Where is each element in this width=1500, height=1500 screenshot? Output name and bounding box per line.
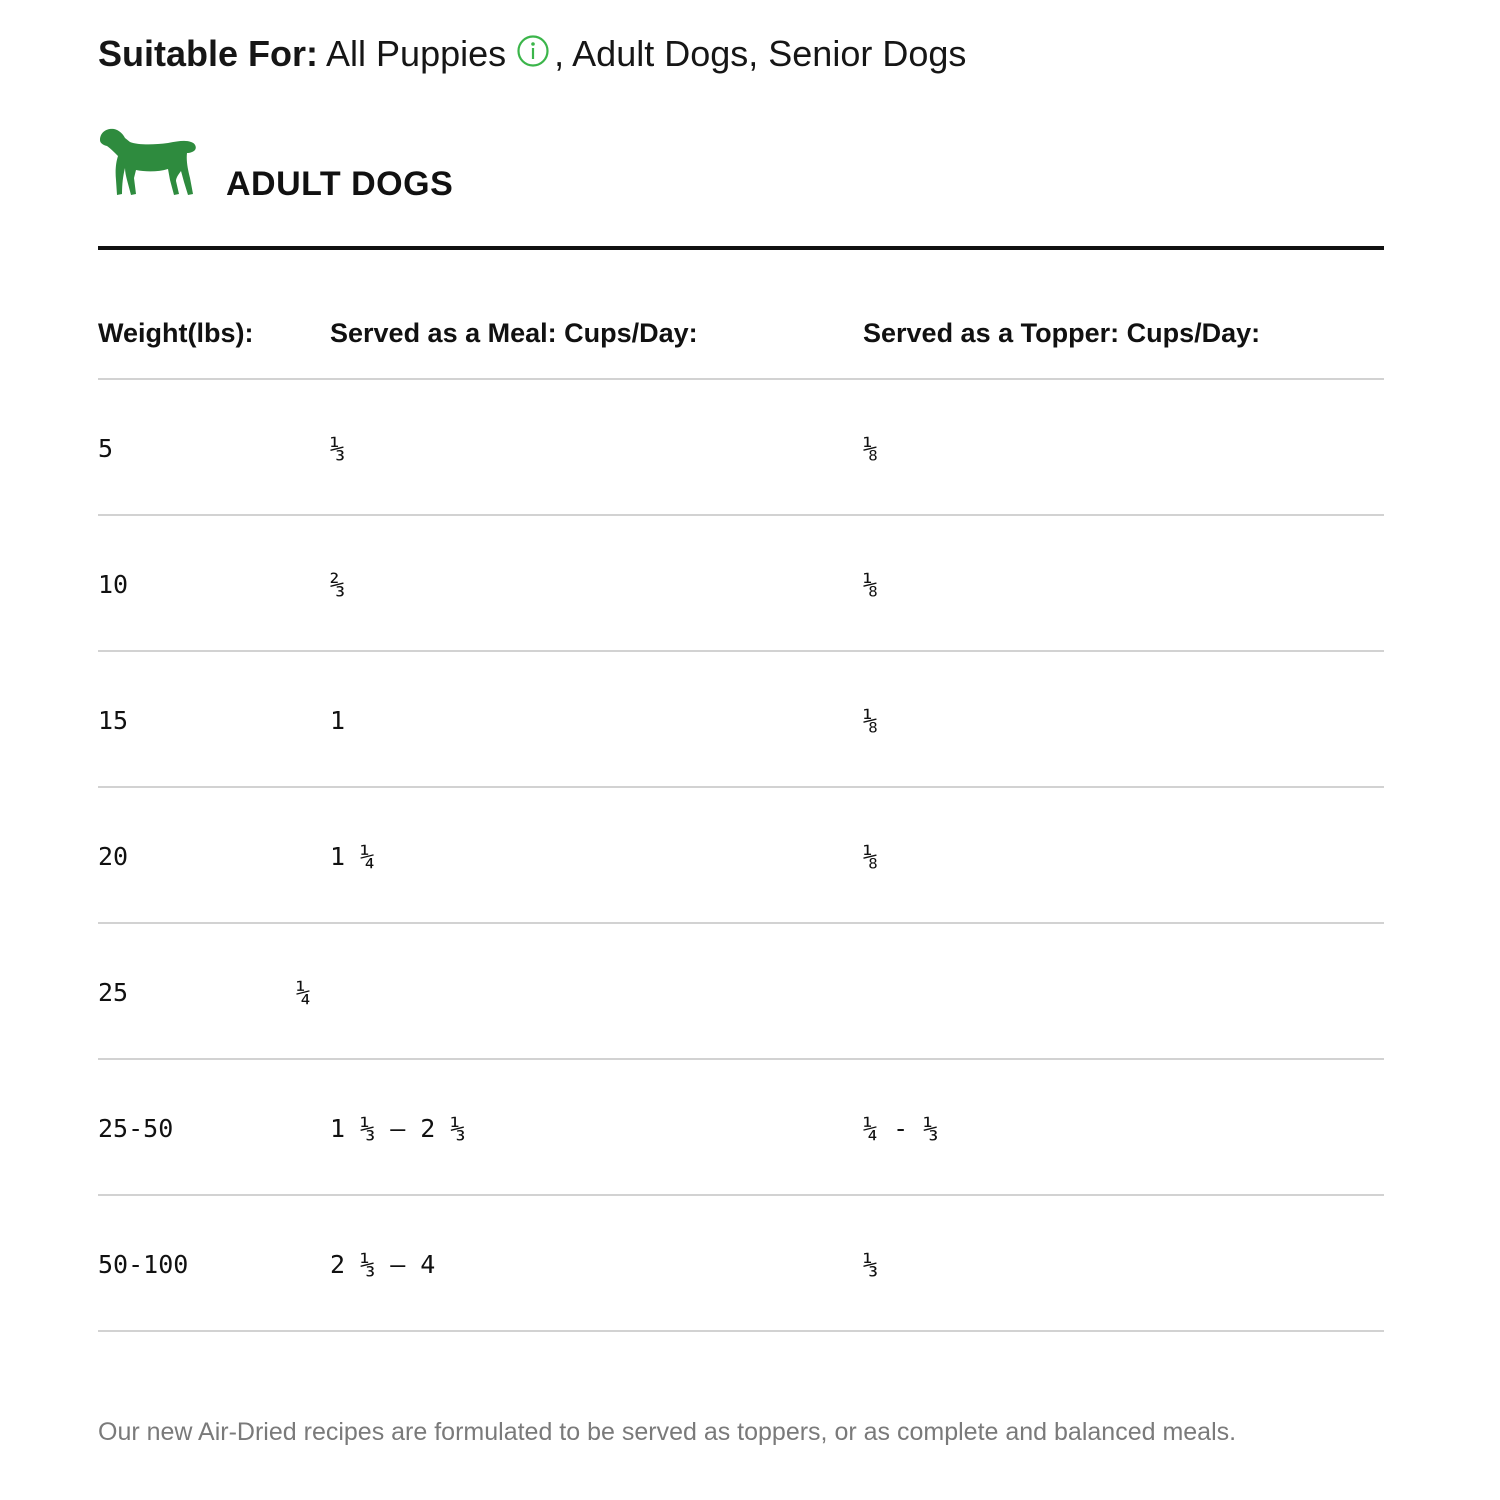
cell-topper: ¼ - ⅓ — [863, 1114, 939, 1143]
suitable-for-label: Suitable For: — [98, 33, 319, 74]
section-header — [98, 124, 454, 203]
header-topper: Served as a Topper: Cups/Day: — [863, 318, 1261, 348]
cell-meal: 1 ¼ — [330, 842, 376, 871]
cell-meal: ⅓ — [330, 434, 346, 463]
cell-meal: 1 ⅓ – 2 ⅓ — [330, 1114, 466, 1143]
cell-weight: 25-50 — [98, 1114, 174, 1143]
cell-weight: 15 — [98, 706, 129, 735]
cell-topper: ⅛ — [863, 842, 879, 871]
cell-weight: 20 — [98, 842, 129, 871]
section-divider — [98, 246, 1384, 250]
cell-topper: ⅛ — [863, 434, 879, 463]
cell-meal: ⅔ — [330, 570, 346, 599]
table-row — [98, 788, 1384, 924]
feeding-table — [98, 290, 1384, 1332]
cell-topper: ⅓ — [863, 1250, 879, 1279]
footnote: Our new Air-Dried recipes are formulated to be served as toppers, or as complete and balanced meals. — [98, 1418, 1237, 1446]
header-weight: Weight(lbs): — [98, 318, 254, 348]
cell-topper: ⅛ — [863, 570, 879, 599]
dog-silhouette-icon — [98, 126, 200, 200]
table-row — [98, 652, 1384, 788]
cell-weight: 25 — [98, 978, 129, 1007]
cell-topper: ⅛ — [863, 706, 879, 735]
table-row — [98, 516, 1384, 652]
cell-meal: 2 ⅓ – 4 — [330, 1250, 436, 1279]
cell-meal: ¼ — [296, 978, 312, 1007]
table-header-row — [98, 290, 1384, 380]
header-meal: Served as a Meal: Cups/Day: — [330, 318, 698, 348]
suitable-for-other-groups: , Adult Dogs, Senior Dogs — [554, 33, 967, 74]
suitable-for-puppies: All Puppies — [326, 33, 507, 74]
section-title: ADULT DOGS — [226, 165, 454, 203]
cell-weight: 10 — [98, 570, 129, 599]
cell-weight: 5 — [98, 434, 114, 463]
table-row — [98, 380, 1384, 516]
table-row — [98, 924, 1384, 1060]
suitable-for-line — [98, 30, 966, 78]
cell-weight: 50-100 — [98, 1250, 189, 1279]
cell-meal: 1 — [330, 706, 346, 735]
table-row — [98, 1060, 1384, 1196]
info-circle-icon[interactable] — [516, 34, 550, 68]
table-row — [98, 1196, 1384, 1332]
